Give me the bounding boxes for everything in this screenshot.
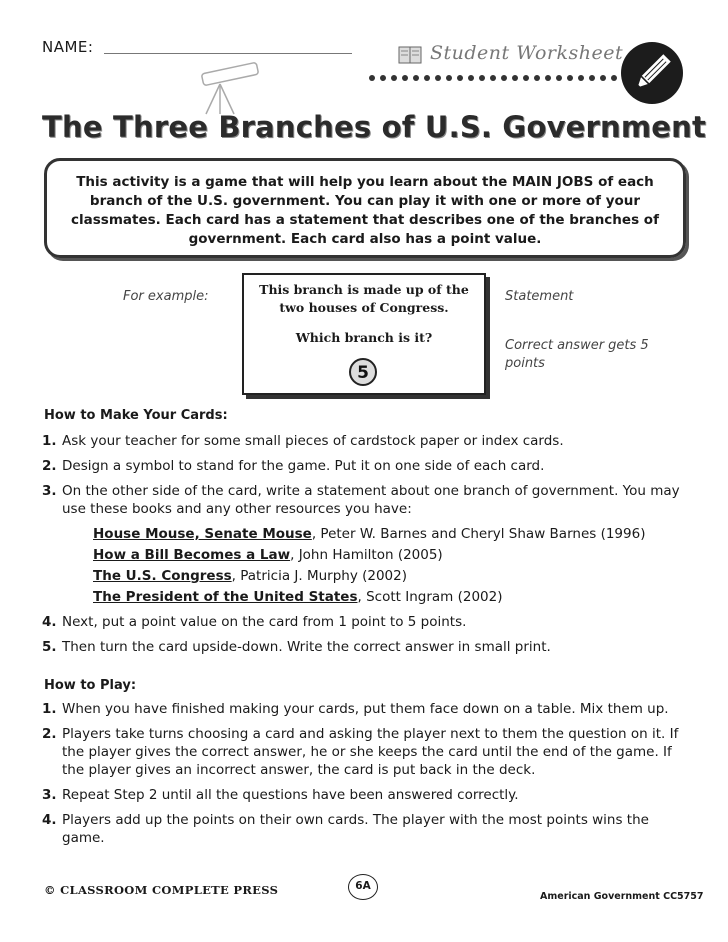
reference-item <box>93 546 692 564</box>
step-text: Repeat Step 2 until all the questions have been answered correctly. <box>62 787 519 803</box>
step-number: 3. <box>42 483 57 499</box>
example-label: For example: <box>123 289 209 304</box>
step-text: On the other side of the card, write a statement about one branch of government. You may use these books and any other resources you have: <box>62 483 680 517</box>
step-text: Design a symbol to stand for the game. Put it on one side of each card. <box>62 458 545 474</box>
intro-text: This activity is a game that will help you learn about the MAIN JOBS of each branch of the U.S. government. You can play it with one or more of your classmates. Each card has a statement that describes one of the branches of government. Each card also has a point value. <box>71 174 659 247</box>
series-label: American Government CC5757 <box>540 891 704 902</box>
page-number: 6A <box>348 874 378 900</box>
step-number: 3. <box>42 787 57 803</box>
step-number: 1. <box>42 701 57 717</box>
step-number: 2. <box>42 458 57 474</box>
list-item <box>42 482 692 606</box>
reference-detail: , John Hamilton (2005) <box>290 547 443 563</box>
step-text: Next, put a point value on the card from 1 point to 5 points. <box>62 614 467 630</box>
reference-item <box>93 525 692 543</box>
worksheet-label: Student Worksheet <box>430 42 624 64</box>
publisher-logo: © CLASSROOM COMPLETE PRESS <box>44 883 279 897</box>
reference-title: The President of the United States <box>93 589 358 605</box>
step-number: 4. <box>42 812 57 828</box>
reference-title: House Mouse, Senate Mouse <box>93 526 312 542</box>
step-text: Players add up the points on their own cards. The player with the most points wins the game. <box>62 812 649 846</box>
reference-item <box>93 567 692 585</box>
list-item <box>42 700 692 718</box>
card-question: Which branch is it? <box>295 330 433 345</box>
step-number: 5. <box>42 639 57 655</box>
reference-item <box>93 588 692 606</box>
how-to-play-steps <box>42 700 692 854</box>
name-label: NAME: <box>42 38 94 56</box>
reference-list <box>93 525 692 606</box>
card-points: 5 <box>357 363 369 383</box>
step-number: 1. <box>42 433 57 449</box>
list-item <box>42 432 692 450</box>
step-text: Ask your teacher for some small pieces of cardstock paper or index cards. <box>62 433 564 449</box>
step-number: 2. <box>42 726 57 742</box>
reference-detail: , Patricia J. Murphy (2002) <box>231 568 408 584</box>
list-item <box>42 811 692 847</box>
list-item <box>42 638 692 656</box>
point-badge <box>348 357 378 387</box>
list-item <box>42 725 692 779</box>
pencil-icon <box>620 41 684 105</box>
answer-label: Correct answer gets 5 points <box>505 338 649 371</box>
step-number: 4. <box>42 614 57 630</box>
list-item <box>42 613 692 631</box>
step-text: When you have finished making your cards, put them face down on a table. Mix them up. <box>62 701 669 717</box>
book-icon <box>398 46 422 64</box>
intro-box <box>44 158 686 258</box>
reference-title: The U.S. Congress <box>93 568 232 584</box>
make-cards-steps <box>42 432 692 663</box>
example-card <box>242 273 486 395</box>
how-to-play-heading: How to Play: <box>44 678 137 693</box>
step-text: Players take turns choosing a card and asking the player next to them the question on it. If the player gives the correct answer, he or she keeps the card until the end of the game. If the player gives an incorrect answer, the card is put back in the deck. <box>62 726 679 778</box>
statement-label: Statement <box>505 289 574 304</box>
card-statement: This branch is made up of the two houses of Congress. <box>259 282 469 315</box>
make-cards-heading: How to Make Your Cards: <box>44 408 228 423</box>
list-item <box>42 457 692 475</box>
dotted-divider <box>368 74 618 82</box>
list-item <box>42 786 692 804</box>
page-title: The Three Branches of U.S. Government <box>42 110 707 144</box>
reference-detail: , Peter W. Barnes and Cheryl Shaw Barnes (1996) <box>311 526 646 542</box>
telescope-icon <box>172 58 268 116</box>
step-text: Then turn the card upside-down. Write the correct answer in small print. <box>62 639 551 655</box>
reference-title: How a Bill Becomes a Law <box>93 547 291 563</box>
name-line <box>104 53 352 54</box>
reference-detail: , Scott Ingram (2002) <box>357 589 503 605</box>
